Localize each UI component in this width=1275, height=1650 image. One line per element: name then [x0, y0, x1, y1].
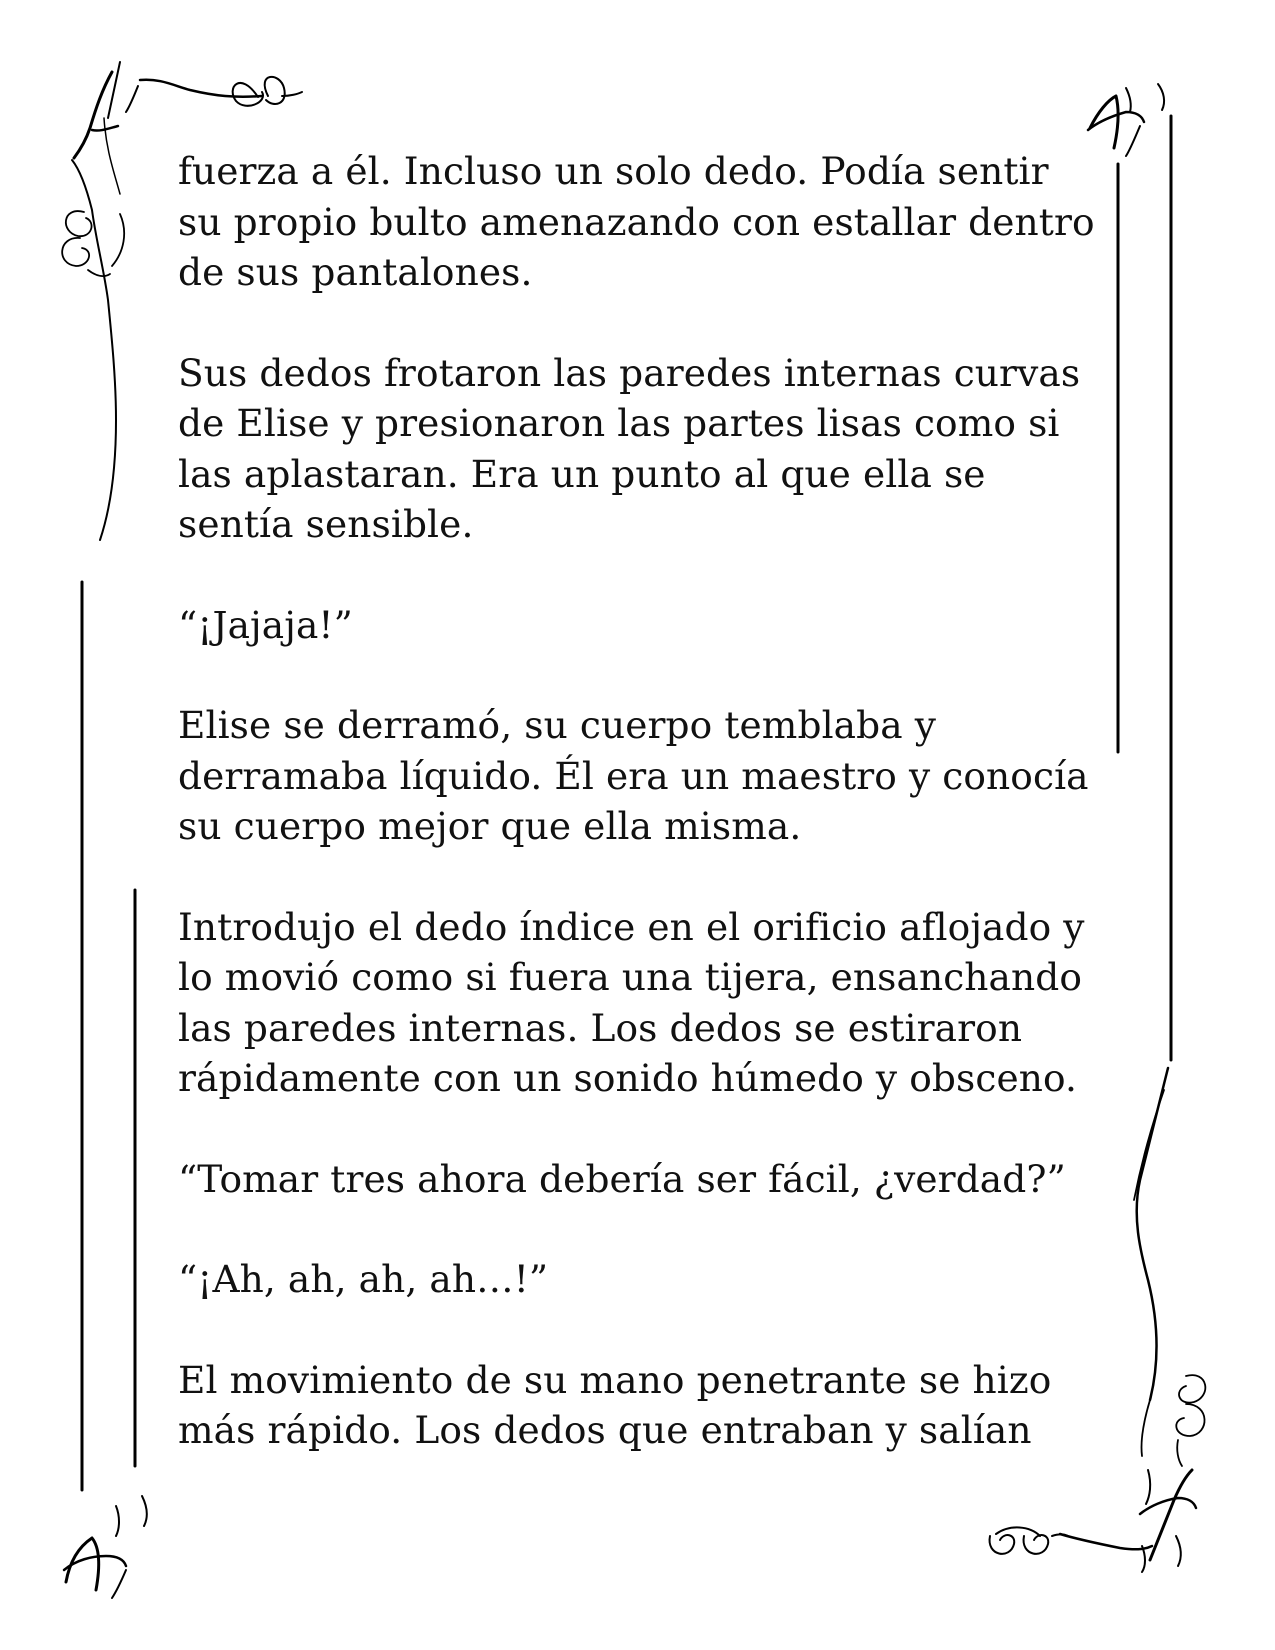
paragraph-6-dialogue: “Tomar tres ahora debería ser fácil, ¿verdad?”: [178, 1156, 1066, 1201]
paragraph-5: Introdujo el dedo índice en el orificio aflojado y lo movió como si fuera una tijera, ensanchando las paredes internas. Los dedos se estiraron rápidamente con un sonido húmedo y obsceno.: [178, 904, 1085, 1100]
paragraph-3-dialogue: “¡Jajaja!”: [178, 602, 353, 647]
paragraph-7-dialogue: “¡Ah, ah, ah, ah…!”: [178, 1257, 549, 1301]
paragraph-8: El movimiento de su mano penetrante se hizo más rápido. Los dedos que entraban y salían: [178, 1357, 1052, 1452]
paragraph-4: Elise se derramó, su cuerpo temblaba y derramaba líquido. Él era un maestro y conocía su cuerpo mejor que ella misma.: [178, 703, 1089, 848]
bottom-left-flourish-ornament: [64, 1496, 147, 1598]
document-body: [178, 146, 1118, 1506]
right-side-flourish-ornament: [1134, 1068, 1205, 1466]
paragraph-1: fuerza a él. Incluso un solo dedo. Podía sentir su propio bulto amenazando con estallar dentro de sus pantalones.: [178, 149, 1095, 294]
paragraph-2: Sus dedos frotaron las paredes internas curvas de Elise y presionaron las partes lisas como si las aplastaran. Era un punto al que ella se sentía sensible.: [178, 350, 1081, 546]
